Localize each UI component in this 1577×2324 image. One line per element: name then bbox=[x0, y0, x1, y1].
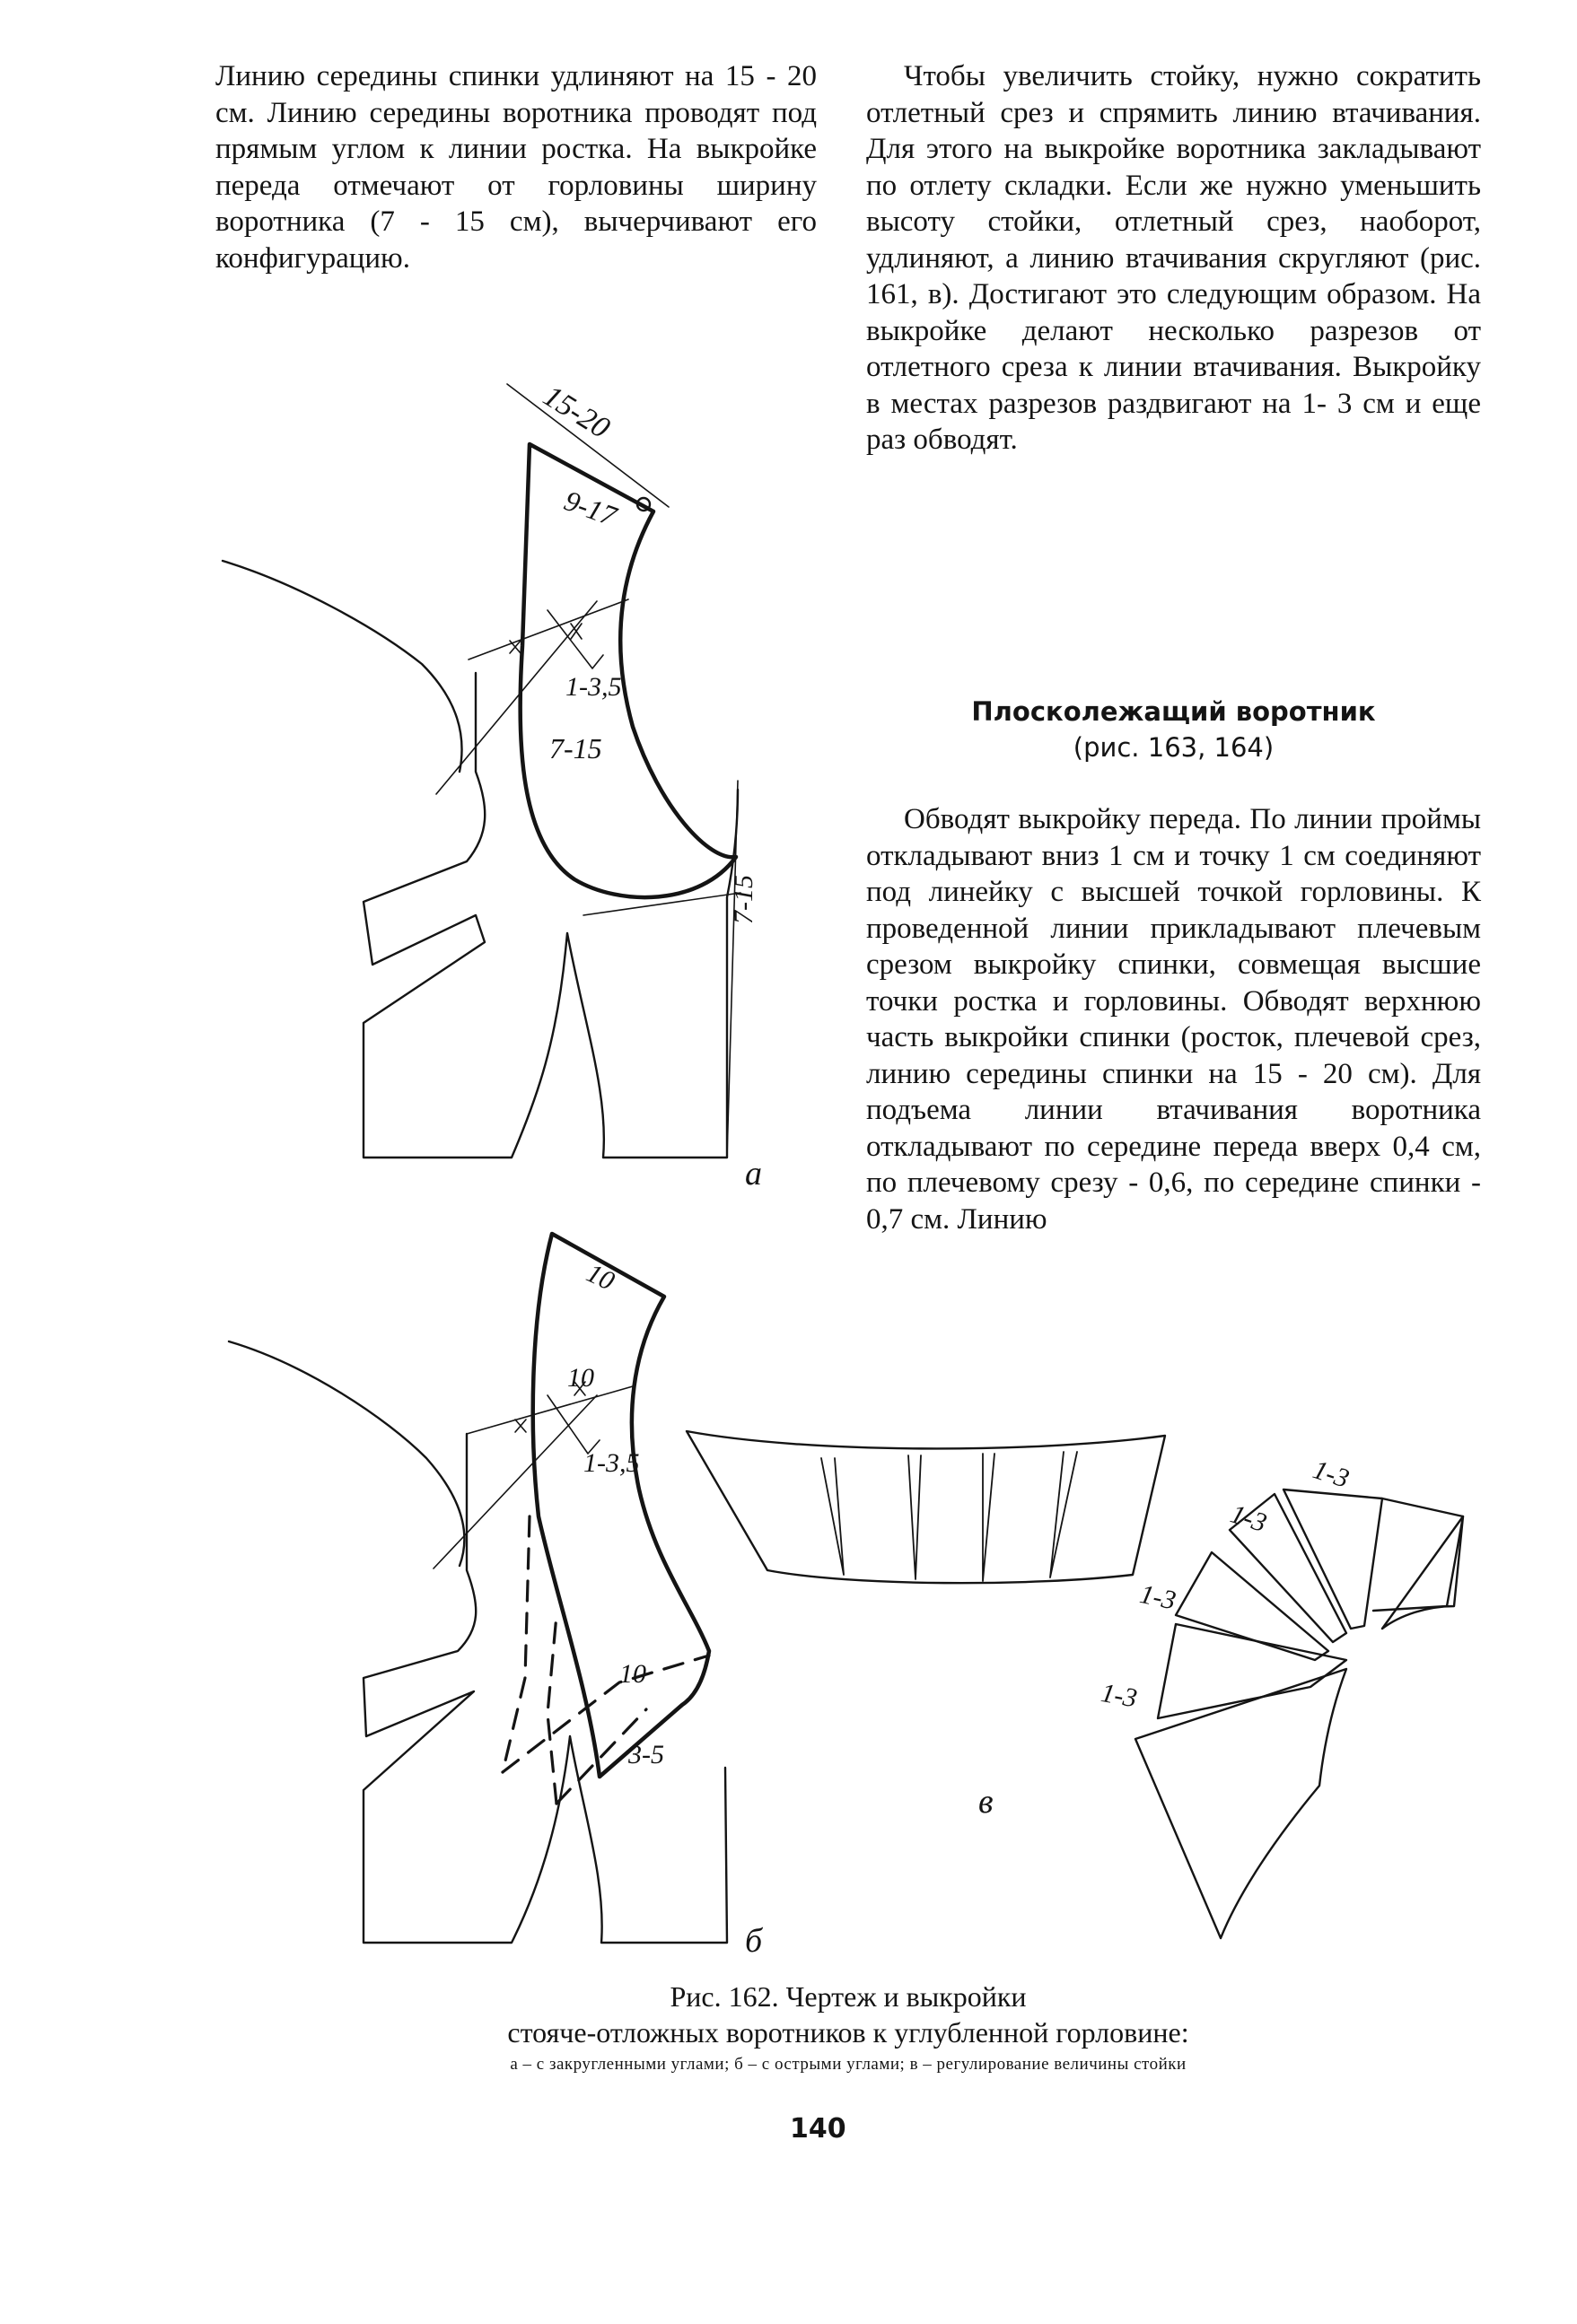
right-paragraph-1: Чтобы увеличить стойку, нужно сократить отлетный срез и спрямить линию втачивания. Для этого на выкройке воротника закладывают по отлету складки. Если же нужно уменьшить высоту стойки, отлетный срез, наоборот, удлиняют, а линию втачивания скругляют (рис. 161, в). Достигают это следующим образом. На выкройке делают несколько разрезов от отлетного среза к линии втачивания. Выкройку в местах разрезов раздвигают на 1- 3 см и еще раз обводят. bbox=[866, 60, 1481, 456]
spread-segment-6-v bbox=[1382, 1516, 1463, 1629]
pleated-collar-v bbox=[687, 1431, 1165, 1583]
dim-3-5-b: 3-5 bbox=[628, 1740, 664, 1769]
dim-1-3-top-v: 1-3 bbox=[1309, 1455, 1354, 1494]
caption-line-2: стояче-отложных воротников к углубленной горловине: bbox=[507, 2016, 1189, 2049]
pleat-1-v bbox=[821, 1458, 844, 1575]
rise-line-b bbox=[467, 1386, 633, 1434]
spread-segment-1-v bbox=[1135, 1669, 1346, 1938]
figure-caption bbox=[296, 1979, 1400, 2079]
section-figure-ref: (рис. 163, 164) bbox=[1073, 732, 1275, 763]
collar-piece-a bbox=[521, 444, 736, 897]
section-heading: Плосколежащий воротник bbox=[971, 696, 1376, 727]
dim-1-3-5-a: 1-3,5 bbox=[565, 672, 622, 702]
dim-15-20-a: 15-20 bbox=[537, 379, 616, 446]
dashed-lapel-b bbox=[503, 1656, 709, 1772]
dim-10-top-b: 10 bbox=[582, 1258, 619, 1297]
page-number: 140 bbox=[790, 2113, 846, 2145]
pleat-2-v bbox=[908, 1455, 921, 1579]
drawing-v bbox=[687, 1431, 1463, 1938]
shoulder-guide-b bbox=[434, 1395, 597, 1568]
dim-7-15-a: 7-15 bbox=[549, 732, 602, 764]
pleat-3-v bbox=[983, 1454, 994, 1581]
label-a: а bbox=[745, 1155, 762, 1193]
rise-line-a bbox=[469, 599, 628, 660]
spread-segment-2-v bbox=[1158, 1624, 1346, 1718]
dim-9-17-a: 9-17 bbox=[560, 484, 621, 533]
back-armhole-curve-a bbox=[223, 561, 462, 772]
front-pattern-outline-b bbox=[364, 1434, 727, 1943]
caption-line-3: а – с закругленными углами; б – с острыми углами; в – регулирование величины стойки bbox=[510, 2055, 1187, 2074]
dim-1-3-upper-v: 1-3 bbox=[1226, 1498, 1271, 1539]
dashed-front-b bbox=[548, 1615, 556, 1804]
drawing-b bbox=[229, 1234, 764, 1960]
dim-1-3-low-v: 1-3 bbox=[1099, 1678, 1140, 1714]
label-v: в bbox=[978, 1783, 994, 1821]
dim-1-3-5-b: 1-3,5 bbox=[583, 1448, 640, 1478]
cross-mark-b2 bbox=[515, 1420, 526, 1432]
dim-7-15-vertical-a: 7-15 bbox=[729, 875, 758, 924]
back-armhole-curve-b bbox=[229, 1341, 464, 1566]
label-b: б bbox=[745, 1922, 763, 1960]
collar-piece-b bbox=[533, 1234, 709, 1777]
front-center-line-a bbox=[727, 781, 738, 1158]
caption-line-1: Рис. 162. Чертеж и выкройки bbox=[670, 1980, 1027, 2013]
pleat-4-v bbox=[1050, 1452, 1077, 1577]
drawing-a bbox=[223, 380, 762, 1193]
spread-segment-3-v bbox=[1176, 1552, 1328, 1660]
dim-1-3-mid-v: 1-3 bbox=[1137, 1578, 1179, 1616]
dim-10-mid-b: 10 bbox=[567, 1363, 594, 1393]
dim-10-lapel-b: 10 bbox=[619, 1659, 646, 1689]
spread-outer-edge-v bbox=[1373, 1498, 1463, 1611]
neck-guide-b bbox=[548, 1395, 600, 1454]
right-paragraph-2: Обводят выкройку переда. По линии проймы откладывают вниз 1 см и точку 1 см соединяют под линейку с высшей точкой горловины. К проведенной линии прикладывают плечевым срезом выкройку спинки, совмещая высшие точки ростка и горловины. Обводят верхнюю часть выкройки спинки (росток, плечевой срез, линию середины спинки на 15 - 20 см). Для подъема линии втачивания воротника откладывают по середине переда вверх 0,4 см, по плечевому срезу - 0,6, по середине спинки - 0,7 см. Линию bbox=[866, 803, 1481, 1236]
dashed-front-center-b bbox=[503, 1516, 530, 1772]
left-paragraph: Линию середины спинки удлиняют на 15 - 20 см. Линию середины воротника проводят под прямым углом к линии ростка. На выкройке переда отмечают от горловины ширину воротника (7 - 15 см), вычерчивают его конфигурацию. bbox=[215, 60, 817, 275]
